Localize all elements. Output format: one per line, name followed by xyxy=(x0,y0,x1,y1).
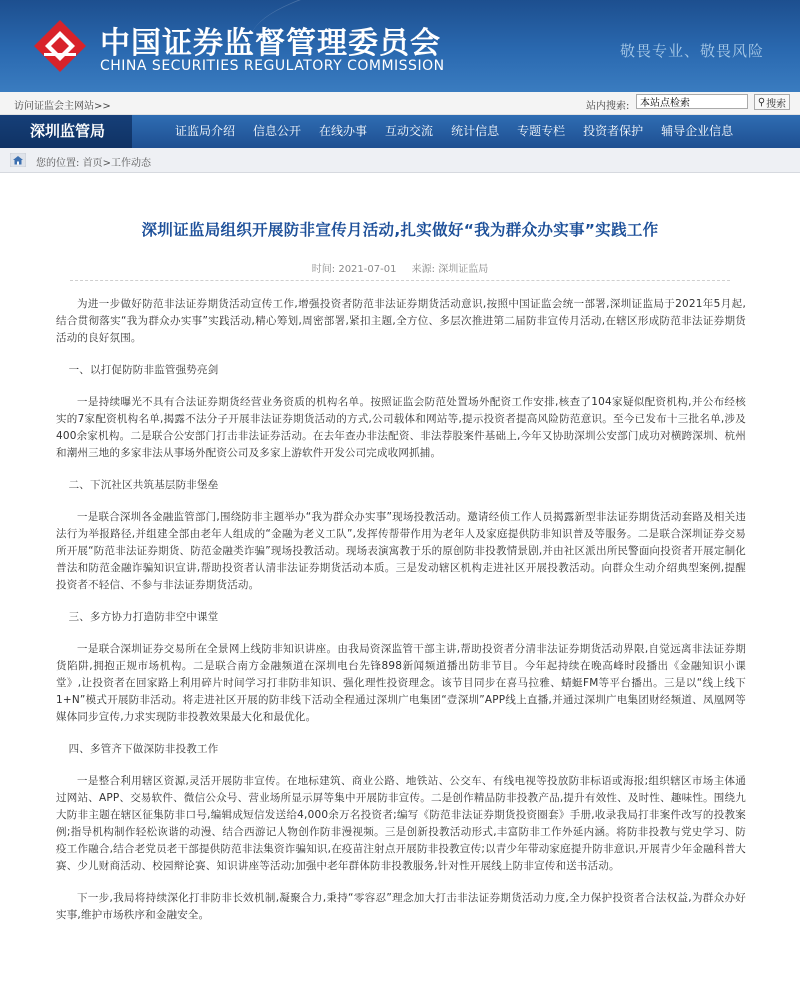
csrc-logo-icon[interactable] xyxy=(32,18,88,74)
nav-item-topics[interactable]: 专题专栏 xyxy=(517,124,566,138)
paragraph-intro: 为进一步做好防范非法证券期货活动宣传工作,增强投资者防范非法证券期货活动意识,按照中国证监会统一部署,深圳证监局于2021年5月起,结合贯彻落实“我为群众办实事”实践活动,精心筹划,周密部署,紧扣主题,全方位、多层次推进第二届防非宣传月活动,在辖区形成防范非法证券期货活动的良好氛围。 xyxy=(56,298,746,344)
paragraph-section-2: 一是联合深圳各金融监管部门,围绕防非主题举办“我为群众办实事”现场投教活动。邀请经侦工作人员揭露新型非法证券期货活动套路及相关违法行为举报路径,并组建全部由老年人组成的“金融为老义工队”,发挥传帮带作用为老年人及家庭提供防非知识普及等服务。二是联合深圳证券交易所开展“防范非法证券期货、防范金融类诈骗”现场投教活动。现场表演寓教于乐的原创防非投教情景剧,并由社区派出所民警面向投资者开展定制化普法和防范金融诈骗知识宣讲,帮助投资者认清非法证券期货活动本质。三是发动辖区机构走进社区开展投教活动。向群众生动介绍典型案例,提醒投资者不轻信、不参与非法证券期货活动。 xyxy=(56,511,746,591)
nav-item-statistics[interactable]: 统计信息 xyxy=(451,124,500,138)
article-source: 来源: 深圳证监局 xyxy=(411,264,489,275)
site-title-cn: 中国证券监督管理委员会 xyxy=(100,26,441,61)
site-title-en: CHINA SECURITIES REGULATORY COMMISSION xyxy=(100,58,445,74)
nav-item-interaction[interactable]: 互动交流 xyxy=(385,124,434,138)
title-divider xyxy=(70,280,730,281)
breadcrumb-prefix: 您的位置: xyxy=(36,158,80,169)
article-body xyxy=(56,296,746,939)
breadcrumb-separator: > xyxy=(102,158,111,169)
top-toolbar xyxy=(0,92,800,115)
search-button-label: 搜索 xyxy=(766,98,787,110)
breadcrumb-current-link[interactable]: 工作动态 xyxy=(110,158,151,169)
site-header xyxy=(0,0,800,92)
home-icon[interactable] xyxy=(10,153,26,167)
breadcrumb-bar xyxy=(0,148,800,173)
search-input[interactable] xyxy=(636,94,748,109)
section-heading-1: 一、以打促防防非监管强势亮剑 xyxy=(68,364,219,376)
main-site-link[interactable]: 访问证监会主网站>> xyxy=(14,101,111,112)
nav-item-investor-protection[interactable]: 投资者保护 xyxy=(583,124,644,138)
paragraph-conclusion: 下一步,我局将持续深化打非防非长效机制,凝聚合力,秉持“零容忍”理念加大打击非法证券期货活动力度,全力保护投资者合法权益,为群众办好实事,维护市场秩序和金融安全。 xyxy=(56,892,746,921)
nav-item-intro[interactable]: 证监局介绍 xyxy=(175,124,236,138)
magnifier-icon: ⚲ xyxy=(757,96,766,108)
nav-brand[interactable]: 深圳监管局 xyxy=(0,115,132,148)
nav-item-tutoring-info[interactable]: 辅导企业信息 xyxy=(661,124,734,138)
article-meta xyxy=(0,260,800,275)
section-heading-4: 四、多管齐下做深防非投教工作 xyxy=(68,743,219,755)
site-slogan: 敬畏专业、敬畏风险 xyxy=(619,42,764,60)
main-nav xyxy=(0,115,800,148)
search-button[interactable] xyxy=(754,94,790,110)
article-time: 时间: 2021-07-01 xyxy=(311,264,397,275)
breadcrumb-home-link[interactable]: 首页 xyxy=(82,158,103,169)
nav-item-online-services[interactable]: 在线办事 xyxy=(319,124,368,138)
section-heading-3: 三、多方协力打造防非空中课堂 xyxy=(68,611,219,623)
breadcrumb xyxy=(36,154,151,169)
search-label: 站内搜索: xyxy=(586,101,630,112)
nav-items xyxy=(166,115,742,148)
article-title: 深圳证监局组织开展防非宣传月活动,扎实做好“我为群众办实事”实践工作 xyxy=(141,221,659,239)
paragraph-section-1: 一是持续曝光不具有合法证券期货经营业务资质的机构名单。按照证监会防范处置场外配资工作安排,核查了104家疑似配资机构,并公布经核实的7家配资机构名单,揭露不法分子开展非法证券期货活动的方式,公司载体和网站等,提示投资者提高风险防范意识。至今已发布十三批名单,涉及400余家机构。二是联合公安部门打击非法证券活动。在去年查办非法配资、非法荐股案件基础上,今年又协助深圳公安部门成功对横跨深圳、杭州和潮州三地的多家非法从事场外配资公司及多家上游软件开发公司完成收网抓捕。 xyxy=(56,396,746,459)
section-heading-2: 二、下沉社区共筑基层防非堡垒 xyxy=(68,479,219,491)
paragraph-section-3: 一是联合深圳证券交易所在全景网上线防非知识讲座。由我局资深监管干部主讲,帮助投资者分清非法证券期货活动界限,自觉远离非法证券期货陷阱,拥抱正规市场机构。二是联合南方金融频道在深圳电台先锋898新闻频道播出防非节目。今年起持续在晚高峰时段播出《金融知识小课堂》,让投资者在回家路上利用碎片时间学习打非防非知识、强化理性投资理念。该节目同步在喜马拉雅、蜻蜓FM等平台播出。三是以“线上线下1+N”模式开展防非活动。将走进社区开展的防非线下活动全程通过深圳广电集团“壹深圳”APP线上直播,并通过深圳广电集团财经频道、凤凰网等媒体同步宣传,力求实现防非投教效果最大化和最优化。 xyxy=(56,643,746,723)
nav-item-info-disclosure[interactable]: 信息公开 xyxy=(253,124,302,138)
paragraph-section-4: 一是整合利用辖区资源,灵活开展防非宣传。在地标建筑、商业公路、地铁站、公交车、有线电视等投放防非标语或海报;组织辖区市场主体通过网站、APP、交易软件、微信公众号、营业场所显示屏等集中开展防非宣传。二是创作精品防非投教产品,提升有效性、及时性、趣味性。围绕九大防非主题在辖区征集防非口号,编辑成短信发送给4,000余万名投资者;编写《防范非法证券期货投资圈套》手册,收录我局打非案件改写的投教案例;指导机构制作轻松诙谐的动漫、结合西游记人物创作防非漫视频。三是创新投教活动形式,丰富防非工作外延内涵。将防非投教与党史学习、防疫工作融合,结合老党员老干部提供防范非法集资诈骗知识,在疫苗注射点开展防非投教宣传;以青少年带动家庭提升防非意识,开展青少年金融科普大赛、少儿财商活动、校园辩论赛、知识讲座等活动;加强中老年群体防非投教服务,针对性开展线上防非宣传和送书活动。 xyxy=(56,775,746,872)
